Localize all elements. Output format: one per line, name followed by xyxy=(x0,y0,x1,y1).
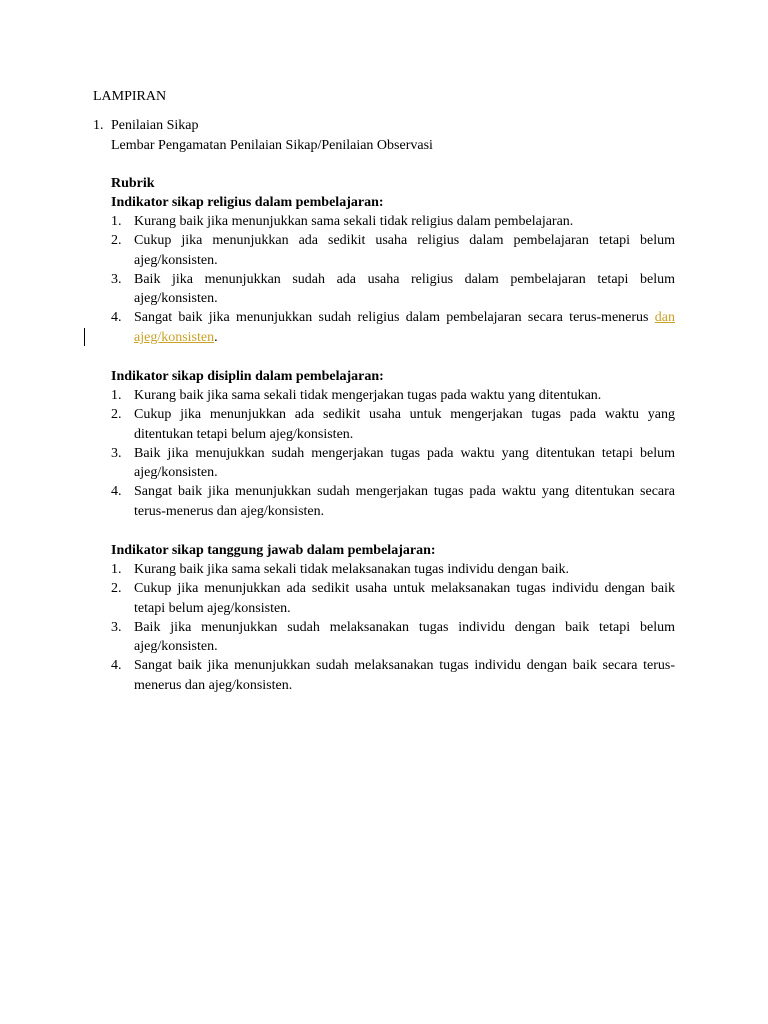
indikator-list xyxy=(111,212,675,347)
list-text: Baik jika menunjukkan sudah ada usaha religius dalam pembelajaran tetapi belum ajeg/konsisten. xyxy=(134,271,675,307)
document-heading: LAMPIRAN xyxy=(93,89,167,104)
list-number: 2. xyxy=(111,581,122,597)
section-title-text: Penilaian Sikap xyxy=(111,118,199,133)
list-text: Sangat baik jika menunjukkan sudah religius dalam pembelajaran secara terus-menerus xyxy=(134,310,655,326)
indikator-group-disiplin xyxy=(111,367,675,521)
list-text: Sangat baik jika menunjukkan sudah mengerjakan tugas pada waktu yang ditentukan secara terus-menerus dan ajeg/konsisten. xyxy=(134,484,675,519)
list-text: Kurang baik jika sama sekali tidak mengerjakan tugas pada waktu yang ditentukan. xyxy=(134,388,602,403)
list-number: 3. xyxy=(111,445,122,461)
section-subtitle: Lembar Pengamatan Penilaian Sikap/Penilaian Observasi xyxy=(111,138,433,153)
list-text: Cukup jika menunjukkan ada sedikit usaha untuk mengerjakan tugas pada waktu yang ditentukan tetapi belum ajeg/konsisten. xyxy=(134,407,675,442)
list-number: 4. xyxy=(111,484,122,500)
list-item xyxy=(111,308,675,347)
list-text: Cukup jika menunjukkan ada sedikit usaha religius dalam pembelajaran tetapi belum ajeg/konsisten. xyxy=(134,233,675,268)
list-number: 1. xyxy=(111,388,122,403)
list-item xyxy=(111,231,675,270)
list-item xyxy=(111,212,675,231)
list-item xyxy=(111,405,675,444)
list-number: 4. xyxy=(111,658,122,674)
list-item xyxy=(111,444,675,483)
indikator-group-tanggung-jawab xyxy=(111,541,675,695)
list-item xyxy=(111,560,675,579)
list-text: Cukup jika menunjukkan ada sedikit usaha untuk melaksanakan tugas individu dengan baik tetapi belum ajeg/konsisten. xyxy=(134,581,675,616)
list-number: 1. xyxy=(111,214,122,229)
list-number: 1. xyxy=(111,562,122,577)
list-number: 3. xyxy=(111,271,122,287)
list-item xyxy=(111,482,675,521)
indikator-list xyxy=(111,560,675,695)
section-title xyxy=(93,116,199,135)
list-number: 2. xyxy=(111,407,122,423)
list-text: Baik jika menunjukkan sudah melaksanakan tugas individu dengan baik tetapi belum ajeg/konsisten. xyxy=(134,619,675,655)
list-text: Sangat baik jika menunjukkan sudah melaksanakan tugas individu dengan baik secara terus-menerus dan ajeg/konsisten. xyxy=(134,658,675,693)
list-item xyxy=(111,270,675,309)
list-number: 4. xyxy=(111,310,122,326)
list-text-end: . xyxy=(214,329,218,345)
indikator-list xyxy=(111,386,675,521)
indikator-group-religius xyxy=(111,193,675,347)
indikator-title: Indikator sikap religius dalam pembelajaran: xyxy=(111,195,384,210)
list-item xyxy=(111,579,675,618)
rubrik-label: Rubrik xyxy=(111,176,155,191)
list-number: 3. xyxy=(111,619,122,635)
list-item xyxy=(111,386,675,405)
indikator-title: Indikator sikap tanggung jawab dalam pembelajaran: xyxy=(111,543,436,558)
list-text: Kurang baik jika menunjukkan sama sekali tidak religius dalam pembelajaran. xyxy=(134,214,574,229)
list-number: 2. xyxy=(111,233,122,249)
comment-highlight-link[interactable]: dan ajeg/konsisten xyxy=(134,310,675,345)
list-item xyxy=(111,656,675,695)
section-number: 1. xyxy=(93,118,104,133)
list-text: Kurang baik jika sama sekali tidak melaksanakan tugas individu dengan baik. xyxy=(134,562,570,577)
list-text: Baik jika menujukkan sudah mengerjakan tugas pada waktu yang ditentukan tetapi belum ajeg/konsisten. xyxy=(134,445,675,481)
text-cursor-caret xyxy=(84,328,85,346)
indikator-title: Indikator sikap disiplin dalam pembelajaran: xyxy=(111,369,384,384)
list-item xyxy=(111,618,675,657)
